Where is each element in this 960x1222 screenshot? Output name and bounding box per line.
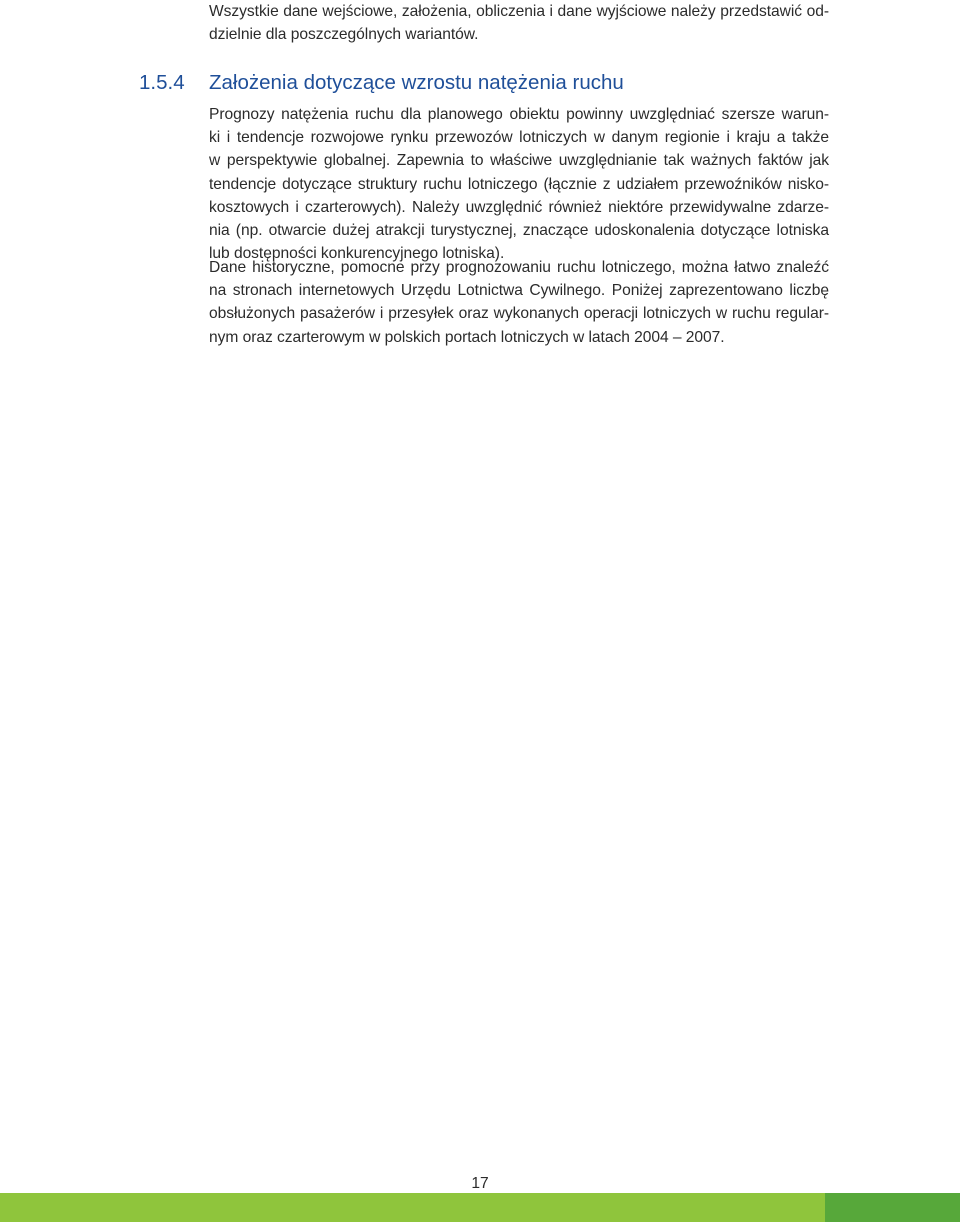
paragraph-1 (209, 103, 829, 265)
paragraph-line: w perspektywie globalnej. Zapewnia to właściwe uwzględnianie tak ważnych faktów jak (209, 152, 829, 170)
paragraph-line: nia (np. otwarcie dużej atrakcji turystycznej, znaczące udoskonalenia dotyczące lotniska (209, 222, 829, 240)
intro-line: dzielnie dla poszczególnych wariantów. (209, 26, 479, 44)
section-title: Założenia dotyczące wzrostu natężenia ruchu (209, 71, 624, 94)
paragraph-line: nym oraz czarterowym w polskich portach lotniczych w latach 2004 – 2007. (209, 328, 725, 346)
paragraph-line: ki i tendencje rozwojowe rynku przewozów lotniczych w danym regionie i kraju a także (209, 129, 829, 147)
paragraph-line: obsłużonych pasażerów i przesyłek oraz wykonanych operacji lotniczych w ruchu regular- (209, 305, 829, 323)
section-number: 1.5.4 (139, 71, 185, 94)
paragraph-2 (209, 256, 829, 349)
page-number: 17 (471, 1175, 489, 1192)
footer-bar (0, 1193, 825, 1222)
intro-line: Wszystkie dane wejściowe, założenia, obliczenia i dane wyjściowe należy przedstawić od- (209, 3, 829, 20)
paragraph-line: Prognozy natężenia ruchu dla planowego obiektu powinny uwzględniać szersze warun- (209, 106, 829, 123)
paragraph-line: lub dostępności konkurencyjnego lotniska). (209, 245, 505, 263)
paragraph-line: tendencje dotyczące struktury ruchu lotniczego (łącznie z udziałem przewoźników nisko- (209, 175, 829, 193)
paragraph-line: kosztowych i czarterowych). Należy uwzględnić również niektóre przewidywalne zdarze- (209, 198, 829, 216)
paragraph-line: Dane historyczne, pomocne przy prognozowaniu ruchu lotniczego, można łatwo znaleźć (209, 259, 829, 276)
paragraph-line: na stronach internetowych Urzędu Lotnictwa Cywilnego. Poniżej zaprezentowano liczbę (209, 282, 829, 300)
intro-paragraph (209, 0, 829, 46)
footer-bar-accent (825, 1193, 960, 1222)
